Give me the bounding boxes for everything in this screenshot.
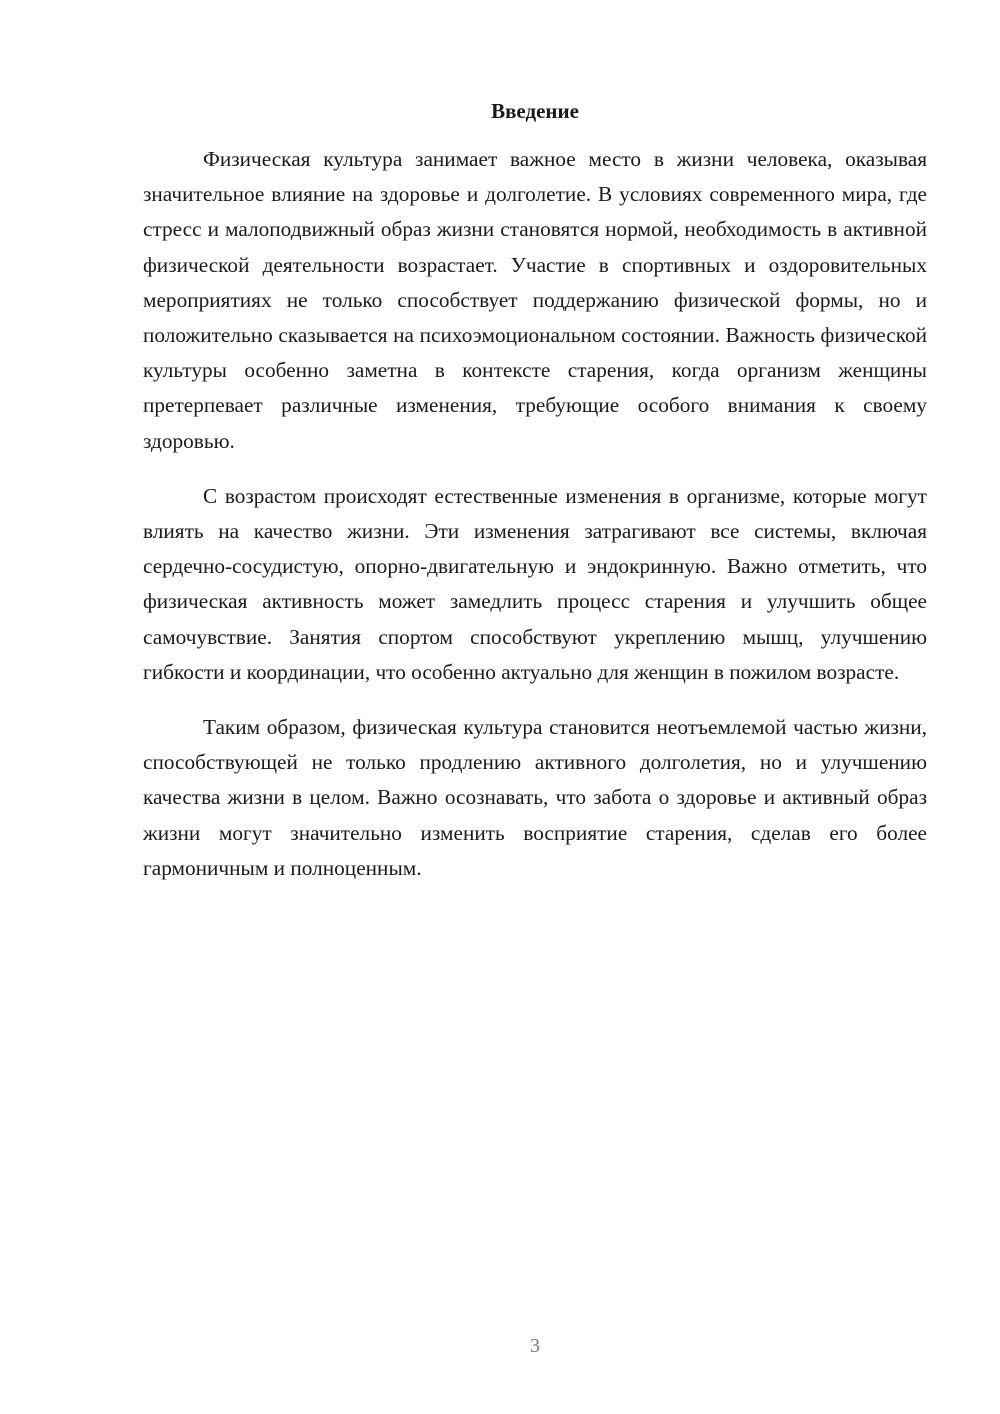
- paragraph-2: С возрастом происходят естественные изменения в организме, которые могут влиять на качество жизни. Эти изменения затрагивают все системы, включая сердечно-сосудистую, опорно-двигательную и эндокринную. Важно отметить, что физическая активность может замедлить процесс старения и улучшить общее самочувствие. Занятия спортом способствуют укреплению мышц, улучшению гибкости и координации, что особенно актуально для женщин в пожилом возрасте.: [143, 483, 927, 684]
- paragraph-3: Таким образом, физическая культура становится неотъемлемой частью жизни, способствующей не только продлению активного долголетия, но и улучшению качества жизни в целом. Важно осознавать, что забота о здоровье и активный образ жизни могут значительно изменить восприятие старения, сделав его более гармоничным и полноценным.: [143, 715, 927, 880]
- section-title: Введение: [491, 99, 579, 123]
- paragraph-1: Физическая культура занимает важное место в жизни человека, оказывая значительное влияние на здоровье и долголетие. В условиях современного мира, где стресс и малоподвижный образ жизни становятся нормой, необходимость в активной физической деятельности возрастает. Участие в спортивных и оздоровительных мероприятиях не только способствует поддержанию физической формы, но и положительно сказывается на психоэмоциональном состоянии. Важность физической культуры особенно заметна в контексте старения, когда организм женщины претерпевает различные изменения, требующие особого внимания к своему здоровью.: [143, 147, 927, 453]
- page-number: 3: [530, 1335, 540, 1357]
- body-text: [143, 142, 927, 906]
